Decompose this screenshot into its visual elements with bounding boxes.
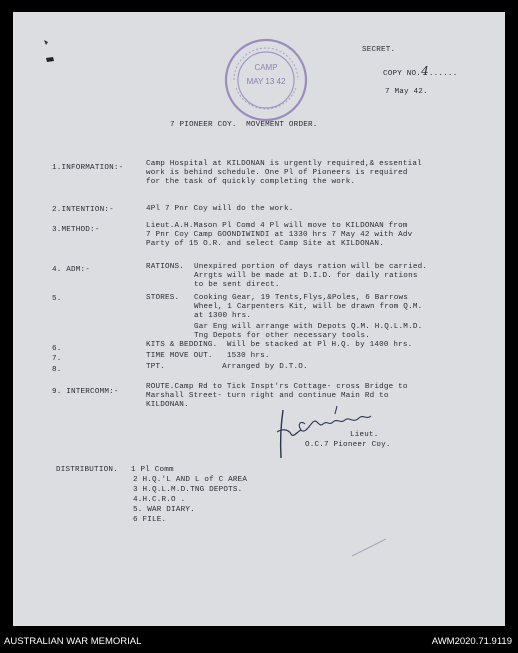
- method-line-1: Lieut.A.H.Mason Pl Comd 4 Pl will move to KILDONAN from: [146, 222, 408, 230]
- received-stamp-icon: [222, 36, 310, 124]
- footer-accession-number: AWM2020.71.9119: [431, 636, 512, 647]
- distribution-label: DISTRIBUTION.: [56, 466, 118, 474]
- rations-line-1: Unexpired portion of days ration will be carried.: [194, 263, 428, 271]
- stores-line-1: Cooking Gear, 19 Tents,Flys,&Poles, 6 Barrows: [194, 294, 409, 302]
- distribution-item-6: 6 FILE.: [133, 516, 167, 524]
- item7-label: 7.: [52, 355, 62, 363]
- pencil-mark-icon: [350, 536, 390, 558]
- route-line-2: Marshall Street- turn right and continue Main Rd to: [146, 392, 389, 400]
- adm-label: 4. ADM:-: [52, 266, 91, 274]
- information-line-2: work is behind schedule. One Pl of Pioneers is required: [146, 169, 408, 177]
- svg-text:MAY 13 42: MAY 13 42: [246, 77, 286, 86]
- intention-label: 2.INTENTION:-: [52, 206, 114, 214]
- route-line-3: KILDONAN.: [146, 401, 189, 409]
- item6-label: 6.: [52, 345, 62, 353]
- method-line-3: Party of 15 O.R. and select Camp Site at KILDONAN.: [146, 240, 384, 248]
- information-line-1: Camp Hospital at KILDONAN is urgently required,& essential: [146, 160, 422, 168]
- distribution-item-4: 4.H.C.R.O .: [133, 496, 186, 504]
- stores-line-3: at 1300 hrs.: [194, 312, 252, 320]
- item8-label: 8.: [52, 366, 62, 374]
- footer-institution: AUSTRALIAN WAR MEMORIAL: [4, 636, 142, 647]
- route-line-1: ROUTE.Camp Rd to Tick Inspt'rs Cottage- cross Bridge to: [146, 383, 408, 391]
- stores-label: STORES.: [146, 294, 180, 302]
- rations-line-3: to be sent direct.: [194, 281, 280, 289]
- gar-eng-line-1: Gar Eng will arrange with Depots Q.M. H.Q.L.M.D.: [194, 323, 423, 331]
- item5-label: 5.: [52, 295, 62, 303]
- ink-blot-icon: [40, 36, 60, 66]
- stores-line-2: Wheel, 1 Carpenters Kit, will be drawn from Q.M.: [194, 303, 423, 311]
- gar-eng-line-2: Tng Depots for other necessary tools.: [194, 332, 371, 340]
- distribution-item-5: 5. WAR DIARY.: [133, 506, 195, 514]
- intention-line-1: 4Pl 7 Pnr Coy will do the work.: [146, 205, 294, 213]
- signatory-rank: Lieut.: [350, 431, 379, 439]
- document-date: 7 May 42.: [385, 88, 428, 96]
- signatory-title: O.C.7 Pioneer Coy.: [305, 441, 391, 449]
- transport-line: TPT. Arranged by D.T.O.: [146, 363, 308, 371]
- intercomm-label: 9. INTERCOMM:-: [52, 388, 119, 396]
- information-line-3: for the task of quickly completing the work.: [146, 178, 356, 186]
- rations-label: RATIONS.: [146, 263, 185, 271]
- move-out-line: TIME MOVE OUT. 1530 hrs.: [146, 352, 270, 360]
- information-label: 1.INFORMATION:-: [52, 164, 124, 172]
- distribution-item-3: 3 H.Q.L.M.D.TNG DEPOTS.: [133, 486, 243, 494]
- distribution-item-2: 2 H.Q.'L AND L of C AREA: [133, 476, 248, 484]
- page-title: 7 PIONEER COY. MOVEMENT ORDER.: [170, 121, 318, 129]
- rations-line-2: Arrgts will be made at D.I.D. for daily rations: [194, 272, 418, 280]
- method-label: 3.METHOD:-: [52, 226, 100, 234]
- kits-bedding-line: KITS & BEDDING. Will be stacked at Pl H.Q. by 1400 hrs.: [146, 341, 413, 349]
- distribution-item-1: 1 Pl Comm: [131, 466, 174, 474]
- svg-text:CAMP: CAMP: [254, 63, 278, 72]
- method-line-2: 7 Pnr Coy Camp GOONDIWINDI at 1330 hrs 7 May 42 with Adv: [146, 231, 413, 239]
- secret-marking: SECRET.: [362, 46, 396, 54]
- copy-number: COPY NO.4......: [383, 64, 458, 78]
